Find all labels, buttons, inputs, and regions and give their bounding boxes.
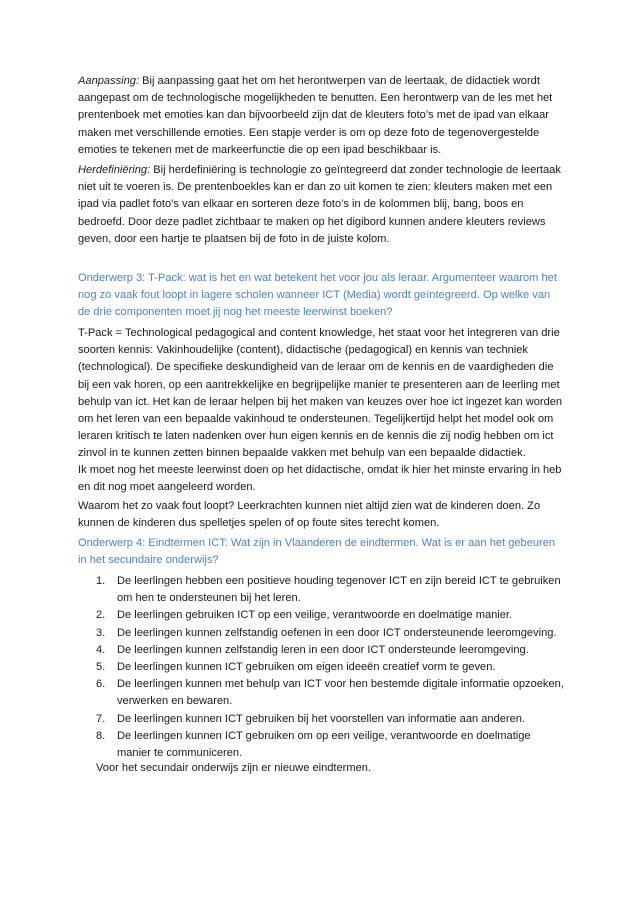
list-text: De leerlingen hebben een positieve houding tegenover ICT en zijn bereid ICT te gebruiken om hen te ondersteunen bij het leren. [117, 575, 561, 605]
list-item [96, 642, 566, 659]
list-text: De leerlingen gebruiken ICT op een veilige, verantwoorde en doelmatige manier. [117, 609, 513, 622]
list-number: 6. [96, 678, 106, 691]
heading-onderwerp-4: Onderwerp 4: Eindtermen ICT: Wat zijn in Vlaanderen de eindtermen. Wat is er aan het gebeuren in het secundaire onderwijs? [78, 537, 556, 567]
list-number: 8. [96, 729, 106, 742]
paragraph-text: Bij aanpassing gaat het om het herontwerpen van de leertaak, de didactiek wordt aangepast om de technologische mogelijkheden te benutten. Een herontwerp van de les met het prentenboek met emoties kan dan bijvoorbeeld zijn dat de kleuters foto’s met de ipad van elkaar maken met verschillende emoties. Een stapje verder is om op deze foto de tegenovergestelde emoties te tekenen met de markeerfunctie die op een ipad beschikbaar is. [78, 75, 553, 156]
list-number: 5. [96, 661, 106, 674]
list-text: De leerlingen kunnen ICT gebruiken om op een veilige, verantwoorde en doelmatige manier te communiceren. [117, 729, 531, 760]
paragraph-text: Bij herdefiniëring is technologie zo geïntegreerd dat zonder technologie de leertaak niet uit te voeren is. De prentenboekles kan er dan zo uit komen te zien: kleuters maken met een ipad via padlet foto’s van elkaar en sorteren deze foto’s in de kolommen blij, bang, boos en bedroefd. Door deze padlet zichtbaar te maken op het digibord kunnen andere kleuters reviews geven, door een hartje te plaatsen bij de foto in de juiste kolom. [78, 164, 561, 245]
list-item [96, 607, 566, 624]
paragraph-fout: Waarom het zo vaak fout loopt? Leerkrachten kunnen niet altijd zien wat de kinderen doen. Zo kunnen de kinderen dus spelletjes spelen of op foute sites terecht komen. [78, 500, 541, 530]
paragraph-leerwinst: Ik moet nog het meeste leerwinst doen op het didactische, omdat ik hier het minste ervaring in heb en dit nog moet aangeleerd worden. [78, 464, 562, 494]
list-text: De leerlingen kunnen ICT gebruiken om eigen ideeën creatief vorm te geven. [117, 661, 496, 674]
list-number: 2. [96, 609, 106, 622]
list-number: 7. [96, 712, 106, 725]
list-item [96, 625, 566, 642]
list-text: De leerlingen kunnen met behulp van ICT voor hen bestemde digitale informatie opzoeken, verwerken en bewaren. [117, 678, 564, 708]
list-number: 1. [96, 575, 106, 587]
list-text: De leerlingen kunnen zelfstandig oefenen in een door ICT ondersteunende leeromgeving. [117, 626, 557, 639]
paragraph-secundair: Voor het secundair onderwijs zijn er nieuwe eindtermen. [96, 762, 372, 774]
list-number: 4. [96, 643, 106, 656]
list-item [96, 573, 566, 607]
list-item [96, 676, 566, 710]
heading-onderwerp-3: Onderwerp 3: T-Pack: wat is het en wat betekent het voor jou als leraar. Argumenteer waarom het nog zo vaak fout loopt in lagere scholen wanneer ICT (Media) wordt geïntegreerd. Op welke van de drie componenten moet jij nog het meeste leerwinst boeken? [78, 272, 557, 319]
term-label: Herdefiniëring: [78, 164, 151, 176]
term-label: Aanpassing: [78, 75, 140, 87]
list-text: De leerlingen kunnen ICT gebruiken bij het voorstellen van informatie aan anderen. [117, 712, 526, 725]
list-item [96, 711, 566, 728]
list-item [96, 659, 566, 676]
list-item [96, 728, 566, 762]
eindtermen-list [96, 573, 566, 762]
list-number: 3. [96, 626, 106, 639]
paragraph-aanpassing [78, 73, 564, 159]
paragraph-herdefiniering [78, 162, 564, 248]
paragraph-tpack: T-Pack = Technological pedagogical and content knowledge, het staat voor het integreren van drie soorten kennis: Vakinhoudelijke (content), didactische (pedagogical) en kennis van techniek (technological). De specifieke deskundigheid van de leraar om de kennis en de vaardigheden die bij een vak horen, op een aantrekkelijke en begrijpelijke manier te presenteren aan de leerling met behulp van ict. Het kan de leraar helpen bij het maken van keuzes over hoe ict ingezet kan worden om het leren van een bepaalde vakinhoud te ondersteunen. Tegelijkertijd helpt het model ook om leraren kritisch te laten nadenken over hun eigen kennis en de kennis die zij nodig hebben om ict zinvol in te kunnen zetten binnen bepaalde vakken met behulp van een bepaalde didactiek. [78, 327, 563, 460]
list-text: De leerlingen kunnen zelfstandig leren in een door ICT ondersteunde leeromgeving. [117, 643, 529, 656]
